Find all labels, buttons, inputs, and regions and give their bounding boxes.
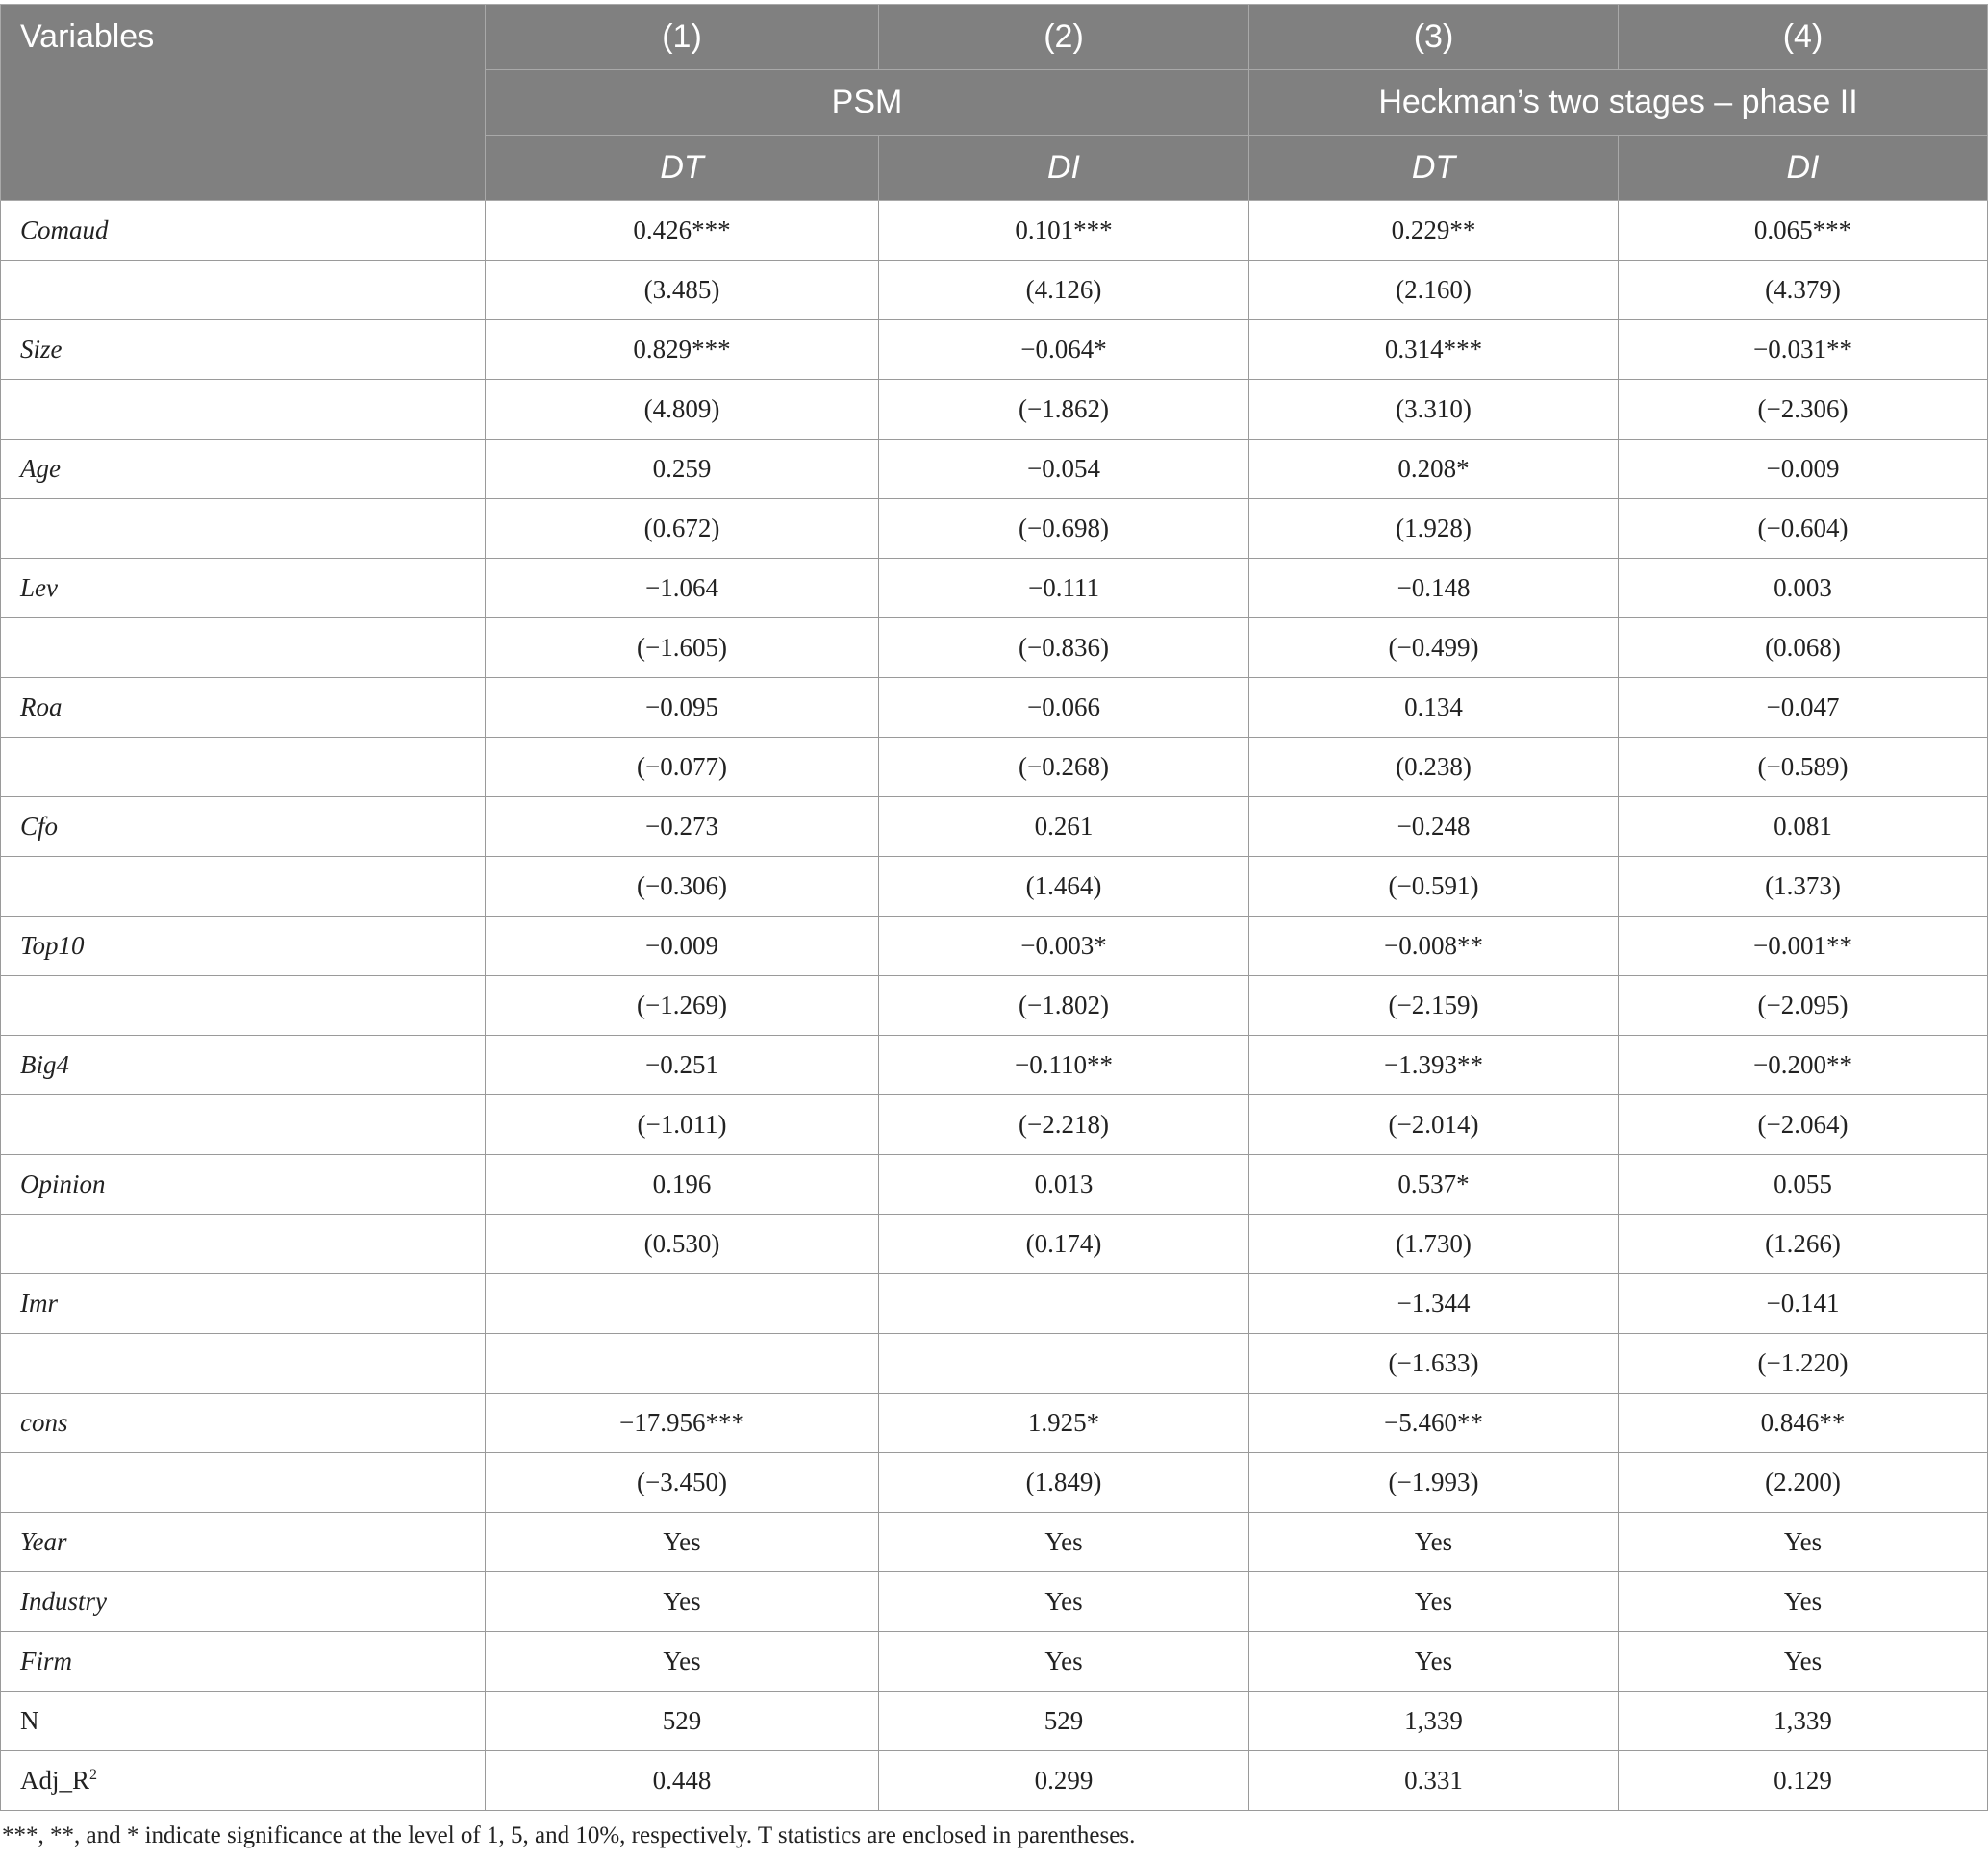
value-cell-col-1: (−1.269) [486,976,879,1036]
variable-cell [1,1453,486,1513]
value-cell-col-4: (1.373) [1619,857,1988,917]
value-cell-col-3: −5.460** [1249,1394,1619,1453]
table-row [1,1453,1988,1513]
value-cell-col-4: 0.065*** [1619,201,1988,261]
value-cell-col-3: 0.229** [1249,201,1619,261]
value-cell-col-1: (−3.450) [486,1453,879,1513]
variable-name: Big4 [20,1050,69,1079]
value-cell-col-3: (2.160) [1249,261,1619,320]
value-cell-col-2: Yes [879,1513,1249,1572]
header-row-numbers [1,5,1988,70]
variable-name: Size [20,335,63,364]
dep-var-header-1: DT [486,136,879,201]
value-cell-col-2: (−1.862) [879,380,1249,440]
table-row [1,618,1988,678]
value-cell-col-2: (−2.218) [879,1095,1249,1155]
variable-name: Age [20,454,61,483]
group-header-psm: PSM [486,70,1249,136]
value-cell-col-3: (−2.159) [1249,976,1619,1036]
value-cell-col-3: 0.208* [1249,440,1619,499]
value-cell-col-3: −0.008** [1249,917,1619,976]
variable-name: Industry [20,1587,107,1616]
value-cell-col-1: 529 [486,1692,879,1751]
variable-name: Top10 [20,931,85,960]
value-cell-col-1: 0.196 [486,1155,879,1215]
value-cell-col-4: (2.200) [1619,1453,1988,1513]
table-row [1,1632,1988,1692]
value-cell-col-2: (−0.698) [879,499,1249,559]
table-row [1,261,1988,320]
value-cell-col-4: Yes [1619,1513,1988,1572]
value-cell-col-3: Yes [1249,1632,1619,1692]
value-cell-col-3: (−1.633) [1249,1334,1619,1394]
value-cell-col-3: (−2.014) [1249,1095,1619,1155]
table-row [1,917,1988,976]
value-cell-col-2: (4.126) [879,261,1249,320]
variable-cell [1,1632,486,1692]
value-cell-col-4: −0.031** [1619,320,1988,380]
variable-cell [1,1334,486,1394]
value-cell-col-2: Yes [879,1572,1249,1632]
value-cell-col-2: −0.064* [879,320,1249,380]
value-cell-col-4: 1,339 [1619,1692,1988,1751]
group-header-heckman: Heckman’s two stages – phase II [1249,70,1988,136]
variable-name: Adj_R [20,1766,90,1795]
value-cell-col-1: (−0.306) [486,857,879,917]
value-cell-col-3: (1.928) [1249,499,1619,559]
value-cell-col-3: 0.331 [1249,1751,1619,1811]
value-cell-col-3: Yes [1249,1513,1619,1572]
table-body [1,201,1988,1811]
column-number-4: (4) [1619,5,1988,70]
table-row [1,440,1988,499]
value-cell-col-4: 0.129 [1619,1751,1988,1811]
table-row [1,976,1988,1036]
value-cell-col-2: −0.054 [879,440,1249,499]
value-cell-col-2: (1.464) [879,857,1249,917]
variable-cell [1,618,486,678]
value-cell-col-2: −0.111 [879,559,1249,618]
dep-var-header-3: DT [1249,136,1619,201]
variable-superscript: 2 [89,1767,98,1783]
value-cell-col-2: 1.925* [879,1394,1249,1453]
value-cell-col-3: (−0.591) [1249,857,1619,917]
value-cell-col-3: −1.393** [1249,1036,1619,1095]
variable-name: Roa [20,692,63,721]
variable-cell [1,1692,486,1751]
value-cell-col-3: 0.134 [1249,678,1619,738]
value-cell-col-1: (−1.605) [486,618,879,678]
value-cell-col-3: (−0.499) [1249,618,1619,678]
value-cell-col-4: (4.379) [1619,261,1988,320]
value-cell-col-3: 0.537* [1249,1155,1619,1215]
value-cell-col-1: −0.251 [486,1036,879,1095]
variable-cell [1,1751,486,1811]
table-row [1,1155,1988,1215]
variable-cell [1,1274,486,1334]
table-row [1,1572,1988,1632]
value-cell-col-2: −0.003* [879,917,1249,976]
value-cell-col-4: −0.047 [1619,678,1988,738]
value-cell-col-1: −0.273 [486,797,879,857]
value-cell-col-4: Yes [1619,1572,1988,1632]
table-row [1,1751,1988,1811]
value-cell-col-1: −1.064 [486,559,879,618]
variable-name: Imr [20,1289,58,1318]
variable-cell [1,440,486,499]
dep-var-header-4: DI [1619,136,1988,201]
value-cell-col-2: −0.110** [879,1036,1249,1095]
value-cell-col-3: (0.238) [1249,738,1619,797]
value-cell-col-3: (1.730) [1249,1215,1619,1274]
variable-cell [1,1036,486,1095]
value-cell-col-2: Yes [879,1632,1249,1692]
value-cell-col-1: −17.956*** [486,1394,879,1453]
value-cell-col-1: (4.809) [486,380,879,440]
variable-name: Comaud [20,215,109,244]
value-cell-col-1: Yes [486,1632,879,1692]
table-row [1,320,1988,380]
value-cell-col-2: (−1.802) [879,976,1249,1036]
value-cell-col-4: −0.009 [1619,440,1988,499]
value-cell-col-4: (−0.604) [1619,499,1988,559]
variable-cell [1,1513,486,1572]
regression-table-container [0,4,1987,1849]
table-row [1,1274,1988,1334]
value-cell-col-1: (3.485) [486,261,879,320]
value-cell-col-2: 0.299 [879,1751,1249,1811]
value-cell-col-2: 0.101*** [879,201,1249,261]
value-cell-col-1: (0.530) [486,1215,879,1274]
table-row [1,380,1988,440]
variable-cell [1,797,486,857]
value-cell-col-4: (−0.589) [1619,738,1988,797]
variable-cell [1,917,486,976]
value-cell-col-2: (−0.836) [879,618,1249,678]
regression-table [0,4,1988,1811]
table-row [1,678,1988,738]
value-cell-col-2 [879,1334,1249,1394]
value-cell-col-1: Yes [486,1572,879,1632]
table-row [1,1036,1988,1095]
value-cell-col-4: 0.081 [1619,797,1988,857]
variable-cell [1,320,486,380]
variables-header: Variables [1,5,486,201]
value-cell-col-2: 529 [879,1692,1249,1751]
dep-var-header-2: DI [879,136,1249,201]
variable-name: Year [20,1527,67,1556]
variable-name: Lev [20,573,58,602]
value-cell-col-3: 0.314*** [1249,320,1619,380]
value-cell-col-4: 0.055 [1619,1155,1988,1215]
value-cell-col-2: (−0.268) [879,738,1249,797]
value-cell-col-2: (0.174) [879,1215,1249,1274]
value-cell-col-4: (0.068) [1619,618,1988,678]
value-cell-col-1: (−1.011) [486,1095,879,1155]
value-cell-col-2 [879,1274,1249,1334]
table-footnote: ***, **, and * indicate significance at the level of 1, 5, and 10%, respectively. T statistics are enclosed in parentheses. [2,1822,1136,1848]
column-number-2: (2) [879,5,1249,70]
variable-name: cons [20,1408,68,1437]
value-cell-col-4: −0.200** [1619,1036,1988,1095]
table-row [1,1334,1988,1394]
value-cell-col-1: −0.009 [486,917,879,976]
value-cell-col-4: (−1.220) [1619,1334,1988,1394]
value-cell-col-3: (−1.993) [1249,1453,1619,1513]
value-cell-col-4: (−2.064) [1619,1095,1988,1155]
table-row [1,1215,1988,1274]
value-cell-col-4: 0.003 [1619,559,1988,618]
column-number-1: (1) [486,5,879,70]
value-cell-col-2: (1.849) [879,1453,1249,1513]
table-row [1,499,1988,559]
variable-cell [1,1394,486,1453]
value-cell-col-3: Yes [1249,1572,1619,1632]
variable-cell [1,380,486,440]
variable-cell [1,201,486,261]
table-row [1,738,1988,797]
variable-cell [1,1215,486,1274]
value-cell-col-4: −0.141 [1619,1274,1988,1334]
variable-cell [1,559,486,618]
value-cell-col-2: 0.261 [879,797,1249,857]
value-cell-col-4: (−2.306) [1619,380,1988,440]
variable-name: Firm [20,1646,72,1675]
column-number-3: (3) [1249,5,1619,70]
value-cell-col-1: −0.095 [486,678,879,738]
value-cell-col-4: (1.266) [1619,1215,1988,1274]
value-cell-col-1: 0.829*** [486,320,879,380]
variable-cell [1,857,486,917]
value-cell-col-3: 1,339 [1249,1692,1619,1751]
table-row [1,559,1988,618]
variable-cell [1,1572,486,1632]
table-row [1,797,1988,857]
value-cell-col-1: Yes [486,1513,879,1572]
table-row [1,1394,1988,1453]
variable-cell [1,1155,486,1215]
value-cell-col-4: (−2.095) [1619,976,1988,1036]
variable-cell [1,738,486,797]
value-cell-col-2: 0.013 [879,1155,1249,1215]
value-cell-col-1: 0.259 [486,440,879,499]
variable-cell [1,499,486,559]
table-row [1,1692,1988,1751]
value-cell-col-4: 0.846** [1619,1394,1988,1453]
table-row [1,857,1988,917]
variable-name: N [20,1706,39,1735]
value-cell-col-1: (0.672) [486,499,879,559]
table-header [1,5,1988,201]
value-cell-col-3: −0.148 [1249,559,1619,618]
value-cell-col-3: (3.310) [1249,380,1619,440]
table-row [1,1513,1988,1572]
variable-cell [1,1095,486,1155]
value-cell-col-1: (−0.077) [486,738,879,797]
value-cell-col-1 [486,1334,879,1394]
value-cell-col-3: −0.248 [1249,797,1619,857]
value-cell-col-1 [486,1274,879,1334]
value-cell-col-4: Yes [1619,1632,1988,1692]
variable-cell [1,678,486,738]
table-row [1,1095,1988,1155]
variable-cell [1,261,486,320]
variable-name: Cfo [20,812,59,841]
value-cell-col-3: −1.344 [1249,1274,1619,1334]
value-cell-col-1: 0.448 [486,1751,879,1811]
table-row [1,201,1988,261]
variable-name: Opinion [20,1169,106,1198]
value-cell-col-2: −0.066 [879,678,1249,738]
value-cell-col-1: 0.426*** [486,201,879,261]
value-cell-col-4: −0.001** [1619,917,1988,976]
variable-cell [1,976,486,1036]
